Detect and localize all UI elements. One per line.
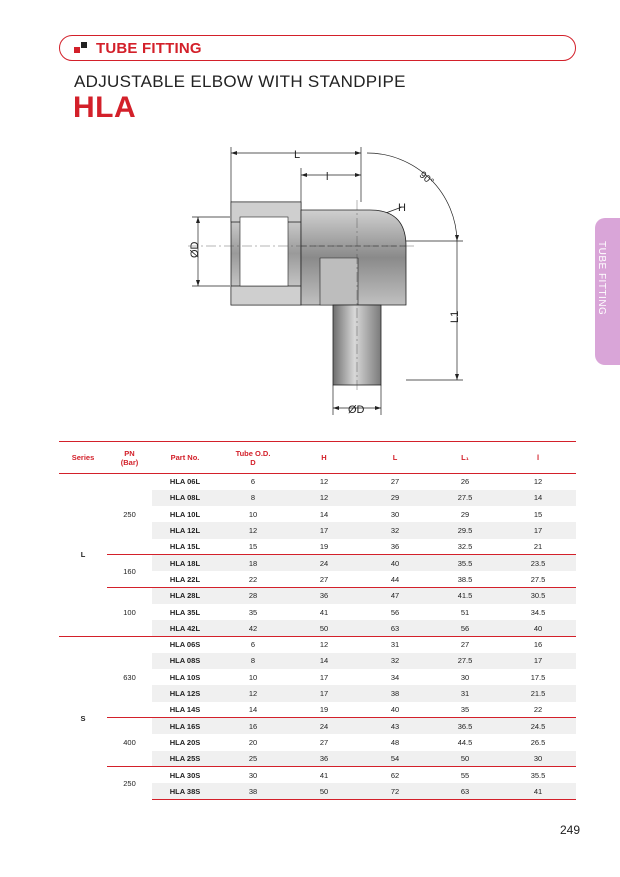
pn-cell: 250 [107, 767, 152, 800]
dim-label-l: l [326, 171, 329, 183]
series-cell: L [59, 474, 107, 637]
h-cell: 50 [288, 783, 360, 799]
l-cell: 38 [360, 685, 430, 701]
tube-od-cell: 12 [218, 522, 288, 538]
part-no-cell: HLA 15L [169, 542, 201, 552]
h-cell: 27 [319, 574, 329, 584]
part-no-cell: HLA 06L [169, 477, 201, 487]
h-cell: 17 [288, 522, 360, 538]
table-row [59, 555, 576, 571]
h-cell: 12 [319, 477, 329, 487]
tube-od-cell: 15 [248, 542, 258, 552]
table-row [59, 718, 576, 734]
header-tube-od: Tube O.D. D [235, 448, 271, 467]
l1-cell: 26 [460, 477, 470, 487]
header-l: L [392, 453, 398, 462]
product-model: HLA [73, 91, 137, 124]
tube-od-cell: 35 [248, 607, 258, 617]
tube-od-cell: 22 [248, 574, 258, 584]
tube-od-cell: 8 [218, 490, 288, 506]
l-cell: 29 [360, 490, 430, 506]
side-tab[interactable] [595, 218, 620, 365]
l1-cell: 35 [460, 705, 470, 715]
part-no-cell: HLA 28L [152, 588, 218, 604]
l-cell: 40 [360, 555, 430, 571]
l-cell: 63 [360, 620, 430, 636]
l-cell: 56 [390, 607, 400, 617]
pn-cell: 100 [107, 588, 152, 637]
tube-od-cell: 12 [218, 685, 288, 701]
l1-cell: 44.5 [457, 737, 473, 747]
side-tab-label: TUBE FITTING [596, 241, 607, 316]
section-marker-icon [74, 42, 88, 54]
l1-cell: 27 [430, 636, 500, 652]
h-cell: 12 [288, 490, 360, 506]
i-cell: 30.5 [500, 588, 576, 604]
i-cell: 16 [500, 636, 576, 652]
table-row [59, 767, 576, 783]
table-header-row [59, 442, 576, 474]
l1-cell: 36.5 [430, 718, 500, 734]
section-title: TUBE FITTING [96, 39, 202, 57]
h-cell: 27 [319, 737, 329, 747]
part-no-cell: HLA 10S [169, 672, 201, 682]
pn-cell: 630 [107, 636, 152, 717]
tube-od-cell: 6 [250, 477, 256, 487]
product-subtitle: ADJUSTABLE ELBOW WITH STANDPIPE [74, 72, 406, 91]
h-cell: 19 [319, 542, 329, 552]
pn-cell: 250 [107, 474, 152, 555]
tube-od-cell: 16 [218, 718, 288, 734]
i-cell: 17 [500, 522, 576, 538]
l1-cell: 31 [430, 685, 500, 701]
i-cell: 30 [500, 751, 576, 767]
l1-cell: 51 [460, 607, 470, 617]
l1-cell: 27.5 [430, 490, 500, 506]
series-cell: S [59, 636, 107, 799]
i-cell: 27.5 [530, 574, 546, 584]
l1-cell: 41.5 [430, 588, 500, 604]
l1-cell: 56 [430, 620, 500, 636]
tube-od-cell: 38 [218, 783, 288, 799]
header-h: H [321, 453, 327, 462]
i-cell: 17 [500, 653, 576, 669]
header-part-no: Part No. [170, 453, 200, 462]
h-cell: 19 [319, 705, 329, 715]
l-cell: 30 [390, 509, 400, 519]
i-cell: 23.5 [500, 555, 576, 571]
l-cell: 32 [360, 653, 430, 669]
tube-od-cell: 30 [218, 767, 288, 783]
i-cell: 24.5 [500, 718, 576, 734]
l1-cell: 29 [460, 509, 470, 519]
h-cell: 12 [288, 636, 360, 652]
table-row [59, 474, 576, 490]
l-cell: 47 [360, 588, 430, 604]
l1-cell: 30 [460, 672, 470, 682]
i-cell: 21.5 [500, 685, 576, 701]
i-cell: 15 [533, 509, 543, 519]
tube-od-cell: 28 [218, 588, 288, 604]
l-cell: 62 [360, 767, 430, 783]
part-no-cell: HLA 06S [152, 636, 218, 652]
i-cell: 21 [533, 542, 543, 552]
table-row [59, 588, 576, 604]
dim-label-D-left: ØD [189, 241, 201, 258]
dim-label-D-bottom: ØD [348, 404, 365, 416]
l-cell: 44 [390, 574, 400, 584]
h-cell: 50 [288, 620, 360, 636]
h-cell: 14 [319, 509, 329, 519]
pn-cell: 160 [107, 555, 152, 588]
header-l1: L₁ [461, 453, 469, 462]
dim-label-L: L [294, 149, 301, 161]
part-no-cell: HLA 12S [152, 685, 218, 701]
dim-label-L1: L1 [449, 310, 461, 323]
h-cell: 24 [288, 718, 360, 734]
h-cell: 24 [288, 555, 360, 571]
i-cell: 41 [500, 783, 576, 799]
l1-cell: 50 [430, 751, 500, 767]
header-i: l [536, 453, 540, 462]
l-cell: 40 [390, 705, 400, 715]
spec-table [59, 441, 576, 800]
h-cell: 17 [319, 672, 329, 682]
part-no-cell: HLA 20S [169, 737, 201, 747]
i-cell: 35.5 [500, 767, 576, 783]
part-no-cell: HLA 10L [169, 509, 201, 519]
i-cell: 34.5 [530, 607, 546, 617]
dim-label-angle: 90° [416, 169, 436, 188]
h-cell: 41 [288, 767, 360, 783]
page-number: 249 [560, 823, 581, 837]
tube-od-cell: 18 [218, 555, 288, 571]
tube-od-cell: 42 [218, 620, 288, 636]
l1-cell: 55 [430, 767, 500, 783]
technical-drawing [170, 140, 470, 425]
l-cell: 27 [390, 477, 400, 487]
l1-cell: 38.5 [457, 574, 473, 584]
l-cell: 54 [360, 751, 430, 767]
l1-cell: 29.5 [430, 522, 500, 538]
part-no-cell: HLA 35L [169, 607, 201, 617]
dim-label-H: H [398, 202, 406, 214]
l1-cell: 63 [430, 783, 500, 799]
l-cell: 31 [360, 636, 430, 652]
l1-cell: 35.5 [430, 555, 500, 571]
i-cell: 26.5 [530, 737, 546, 747]
pn-cell: 400 [107, 718, 152, 767]
part-no-cell: HLA 08L [152, 490, 218, 506]
i-cell: 12 [533, 477, 543, 487]
l1-cell: 27.5 [430, 653, 500, 669]
l-cell: 32 [360, 522, 430, 538]
l1-cell: 32.5 [457, 542, 473, 552]
i-cell: 17.5 [530, 672, 546, 682]
header-pn: PN (Bar) [120, 448, 139, 467]
tube-od-cell: 6 [218, 636, 288, 652]
table-row [59, 636, 576, 652]
l-cell: 72 [360, 783, 430, 799]
part-no-cell: HLA 25S [152, 751, 218, 767]
part-no-cell: HLA 18L [152, 555, 218, 571]
h-cell: 41 [319, 607, 329, 617]
l-cell: 43 [360, 718, 430, 734]
tube-od-cell: 14 [248, 705, 258, 715]
part-no-cell: HLA 08S [152, 653, 218, 669]
l-cell: 36 [390, 542, 400, 552]
h-cell: 17 [288, 685, 360, 701]
header-series: Series [71, 453, 95, 462]
i-cell: 40 [500, 620, 576, 636]
h-cell: 36 [288, 588, 360, 604]
h-cell: 36 [288, 751, 360, 767]
tube-od-cell: 25 [218, 751, 288, 767]
part-no-cell: HLA 22L [169, 574, 201, 584]
part-no-cell: HLA 14S [169, 705, 201, 715]
section-header [59, 35, 576, 61]
part-no-cell: HLA 38S [152, 783, 218, 799]
part-no-cell: HLA 16S [152, 718, 218, 734]
part-no-cell: HLA 42L [152, 620, 218, 636]
tube-od-cell: 8 [218, 653, 288, 669]
h-cell: 14 [288, 653, 360, 669]
tube-od-cell: 10 [248, 672, 258, 682]
tube-od-cell: 20 [248, 737, 258, 747]
l-cell: 48 [390, 737, 400, 747]
l-cell: 34 [390, 672, 400, 682]
i-cell: 22 [533, 705, 543, 715]
part-no-cell: HLA 12L [152, 522, 218, 538]
part-no-cell: HLA 30S [152, 767, 218, 783]
i-cell: 14 [500, 490, 576, 506]
tube-od-cell: 10 [248, 509, 258, 519]
